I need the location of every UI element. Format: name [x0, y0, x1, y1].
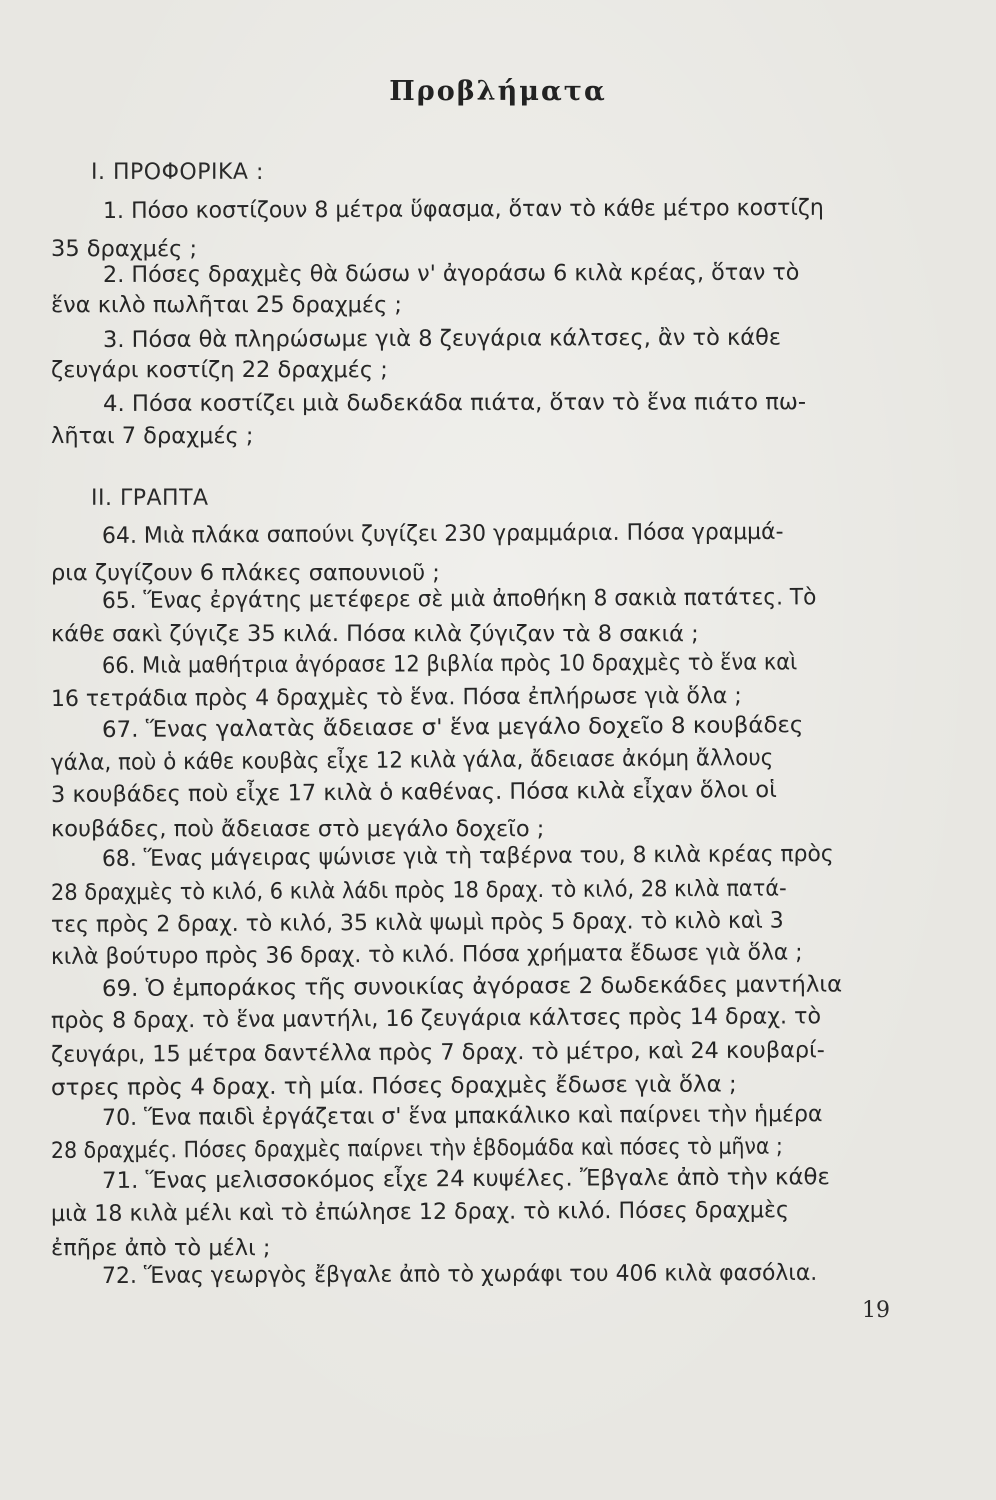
section-heading-oral: Ι. ΠΡΟΦΟΡΙΚΑ : — [91, 160, 264, 185]
text-line: 4. Πόσα κοστίζει μιὰ δωδεκάδα πιάτα, ὅταν τὸ ἕνα πιάτο πω- — [102, 389, 807, 417]
text-line: γάλα, ποὺ ὁ κάθε κουβὰς εἶχε 12 κιλὰ γάλα, ἄδειασε ἀκόμη ἄλλους — [50, 744, 774, 776]
text-line: 28 δραχμὲς τὸ κιλό, 6 κιλὰ λάδι πρὸς 18 δραχ. τὸ κιλό, 28 κιλὰ πατά- — [50, 875, 787, 906]
text-line: ρια ζυγίζουν 6 πλάκες σαπουνιοῦ ; — [51, 560, 440, 586]
text-line: 28 δραχμές. Πόσες δραχμὲς παίρνει τὴν ἑβδομάδα καὶ πόσες τὸ μῆνα ; — [50, 1133, 783, 1164]
text-line: ἐπῆρε ἀπὸ τὸ μέλι ; — [51, 1235, 271, 1261]
text-line: ἕνα κιλὸ πωλῆται 25 δραχμές ; — [51, 292, 403, 318]
text-line: λῆται 7 δραχμές ; — [51, 423, 254, 449]
text-line: μιὰ 18 κιλὰ μέλι καὶ τὸ ἐπώλησε 12 δραχ. τὸ κιλό. Πόσες δραχμὲς — [50, 1197, 789, 1227]
text-line: 70. Ἕνα παιδὶ ἐργάζεται σ' ἕνα μπακάλικο καὶ παίρνει τὴν ἡμέρα — [101, 1101, 823, 1131]
text-line: 67. Ἕνας γαλατὰς ἄδειασε σ' ἕνα μεγάλο δοχεῖο 8 κουβάδες — [101, 712, 804, 743]
section-heading-written: ΙΙ. ΓΡΑΠΤΑ — [91, 486, 209, 511]
text-line: 1. Πόσο κοστίζουν 8 μέτρα ὕφασμα, ὅταν τὸ κάθε μέτρο κοστίζη — [102, 194, 824, 224]
text-line: στρες πρὸς 4 δραχ. τὴ μία. Πόσες δραχμὲς ἔδωσε γιὰ ὅλα ; — [50, 1071, 737, 1101]
text-line: τες πρὸς 2 δραχ. τὸ κιλό, 35 κιλὰ ψωμὶ πρὸς 5 δραχ. τὸ κιλὸ καὶ 3 — [50, 907, 784, 938]
text-line: 68. Ἕνας μάγειρας ψώνισε γιὰ τὴ ταβέρνα του, 8 κιλὰ κρέας πρὸς — [101, 840, 834, 872]
page-number: 19 — [862, 1298, 890, 1323]
text-line: κιλὰ βούτυρο πρὸς 36 δραχ. τὸ κιλό. Πόσα χρήματα ἔδωσε γιὰ ὅλα ; — [50, 939, 803, 970]
text-line: 3 κουβάδες ποὺ εἶχε 17 κιλὰ ὁ καθένας. Πόσα κιλὰ εἶχαν ὅλοι οἱ — [50, 776, 777, 808]
text-line: 3. Πόσα θὰ πληρώσωμε γιὰ 8 ζευγάρια κάλτσες, ἂν τὸ κάθε — [102, 324, 782, 353]
text-line: 65. Ἕνας ἐργάτης μετέφερε σὲ μιὰ ἀποθήκη 8 σακιὰ πατάτες. Τὸ — [101, 584, 817, 614]
text-line: ζευγάρι, 15 μέτρα δαντέλλα πρὸς 7 δραχ. τὸ μέτρο, καὶ 24 κουβαρί- — [50, 1037, 825, 1068]
text-line: 64. Μιὰ πλάκα σαπούνι ζυγίζει 230 γραμμάρια. Πόσα γραμμά- — [101, 518, 784, 549]
text-line: 66. Μιὰ μαθήτρια ἀγόρασε 12 βιβλία πρὸς 10 δραχμὲς τὸ ἕνα καὶ — [101, 649, 798, 679]
text-line: 16 τετράδια πρὸς 4 δραχμὲς τὸ ἕνα. Πόσα ἐπλήρωσε γιὰ ὅλα ; — [50, 682, 742, 712]
text-line: 69. Ὁ ἐμποράκος τῆς συνοικίας ἀγόρασε 2 δωδεκάδες μαντήλια — [101, 971, 843, 1002]
text-line: 72. Ἕνας γεωργὸς ἔβγαλε ἀπὸ τὸ χωράφι του 406 κιλὰ φασόλια. — [101, 1259, 818, 1289]
text-line: ζευγάρι κοστίζη 22 δραχμές ; — [51, 357, 388, 383]
text-line: κουβάδες, ποὺ ἄδειασε στὸ μεγάλο δοχεῖο ; — [51, 816, 545, 842]
text-line: 71. Ἕνας μελισσοκόμος εἶχε 24 κυψέλες. Ἔβγαλε ἀπὸ τὴν κάθε — [101, 1164, 830, 1194]
text-line: 2. Πόσες δραχμὲς θὰ δώσω ν' ἀγοράσω 6 κιλὰ κρέας, ὅταν τὸ — [102, 259, 800, 288]
text-line: πρὸς 8 δραχ. τὸ ἕνα μαντήλι, 16 ζευγάρια κάλτσες πρὸς 14 δραχ. τὸ — [50, 1003, 822, 1034]
text-line: κάθε σακὶ ζύγιζε 35 κιλά. Πόσα κιλὰ ζύγιζαν τὰ 8 σακιά ; — [51, 621, 699, 647]
page-title: Προβλήματα — [389, 76, 607, 107]
text-line: 35 δραχμές ; — [51, 236, 198, 262]
